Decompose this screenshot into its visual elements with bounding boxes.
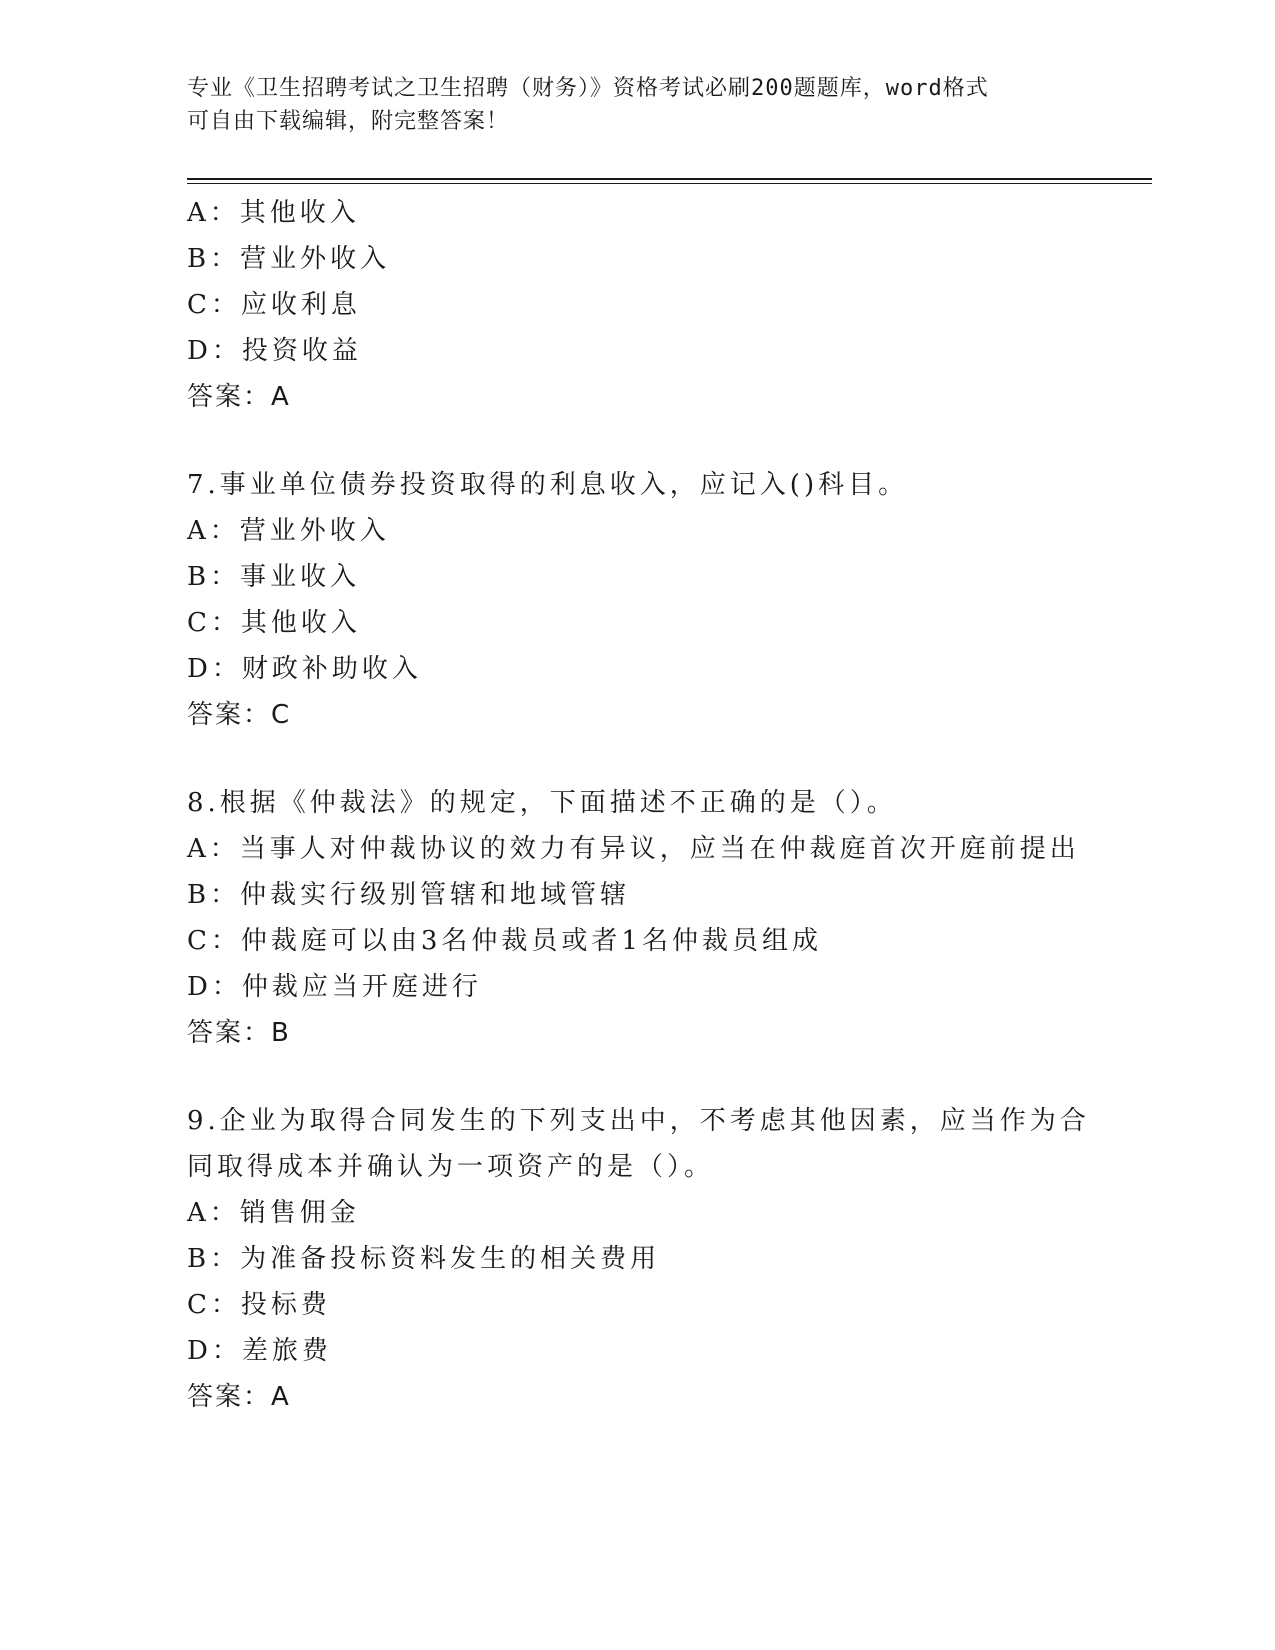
option-a: A：营业外收入 — [187, 516, 390, 546]
option-a: A：销售佣金 — [187, 1198, 360, 1228]
header-divider-thin — [187, 183, 1152, 184]
answer: 答案：C — [187, 700, 292, 730]
option-b: B：为准备投标资料发生的相关费用 — [187, 1244, 661, 1274]
option-b: B：仲裁实行级别管辖和地域管辖 — [187, 880, 631, 910]
question-8 — [187, 780, 1087, 1056]
question-stem-line-2: 同取得成本并确认为一项资产的是（）。 — [187, 1152, 715, 1182]
question-7 — [187, 462, 1087, 738]
option-c: C：应收利息 — [187, 290, 361, 320]
option-d: D：投资收益 — [187, 336, 362, 366]
option-c: C：其他收入 — [187, 608, 361, 638]
header-line-1: 专业《卫生招聘考试之卫生招聘（财务）》资格考试必刷200题题库，word格式 — [187, 76, 989, 101]
option-d: D：财政补助收入 — [187, 654, 422, 684]
header-divider-thick — [187, 178, 1152, 180]
question-stem: 7.事业单位债券投资取得的利息收入，应记入()科目。 — [187, 470, 909, 500]
question-stem: 8.根据《仲裁法》的规定，下面描述不正确的是（）。 — [187, 788, 897, 818]
option-d: D：仲裁应当开庭进行 — [187, 972, 482, 1002]
header-line-2: 可自由下载编辑，附完整答案！ — [187, 109, 510, 134]
document-header — [187, 72, 1087, 138]
option-b: B：营业外收入 — [187, 244, 391, 274]
question-9 — [187, 1098, 1090, 1420]
question-stem-line-1: 9.企业为取得合同发生的下列支出中，不考虑其他因素，应当作为合 — [187, 1106, 1090, 1136]
question-list — [187, 190, 1090, 1420]
question-6-continued — [187, 190, 1087, 420]
option-b: B：事业收入 — [187, 562, 361, 592]
option-c: C：投标费 — [187, 1290, 331, 1320]
answer: 答案：A — [187, 382, 291, 412]
option-c: C：仲裁庭可以由3名仲裁员或者1名仲裁员组成 — [187, 926, 822, 956]
option-a: A：当事人对仲裁协议的效力有异议，应当在仲裁庭首次开庭前提出 — [187, 834, 1080, 864]
option-d: D：差旅费 — [187, 1336, 332, 1366]
answer: 答案：B — [187, 1018, 291, 1048]
answer: 答案：A — [187, 1382, 291, 1412]
option-a: A：其他收入 — [187, 198, 360, 228]
